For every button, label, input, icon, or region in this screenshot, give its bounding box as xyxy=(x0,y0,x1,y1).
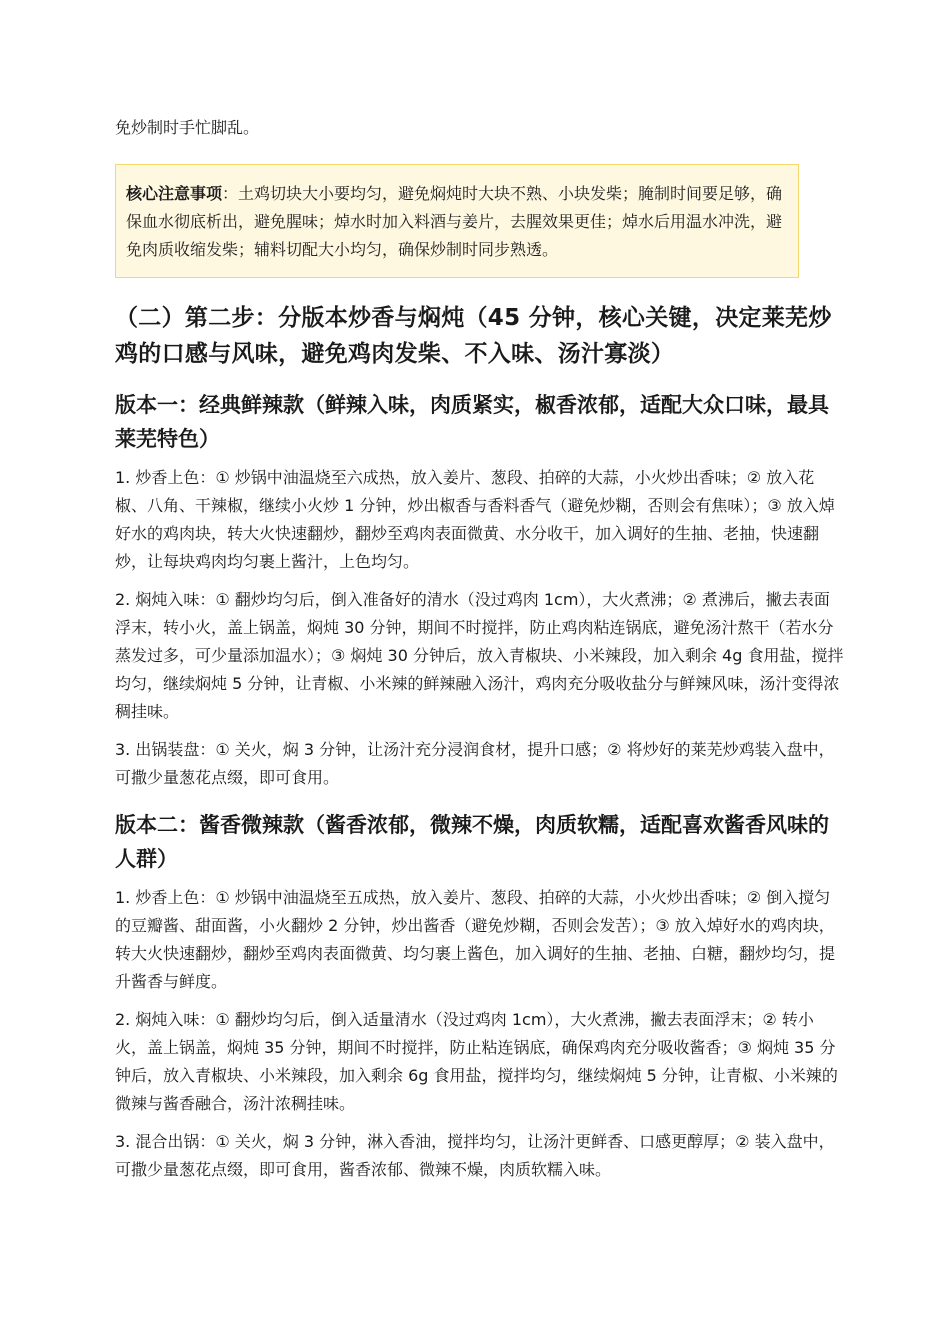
version-1-title: 版本一：经典鲜辣款（鲜辣入味，肉质紧实，椒香浓郁，适配大众口味，最具莱芜特色） xyxy=(115,393,829,451)
core-notes-text: ：土鸡切块大小要均匀，避免焖炖时大块不熟、小块发柴；腌制时间要足够，确保血水彻底析出，避免腥味；焯水时加入料酒与姜片，去腥效果更佳；焯水后用温水冲洗，避免肉质收缩发柴；辅料切配大小均匀，确保炒制时同步熟透。 xyxy=(126,184,783,259)
core-notes-box xyxy=(115,164,799,278)
section-title: （二）第二步：分版本炒香与焖炖（45 分钟，核心关键，决定莱芜炒鸡的口感与风味，避免鸡肉发柴、不入味、汤汁寡淡） xyxy=(115,305,832,367)
version-2-step-1: 1. 炒香上色：① 炒锅中油温烧至五成热，放入姜片、葱段、拍碎的大蒜，小火炒出香味；② 倒入搅匀的豆瓣酱、甜面酱，小火翻炒 2 分钟，炒出酱香（避免炒糊，否则会发苦）；③ 放入焯好水的鸡肉块，转大火快速翻炒，翻炒至鸡肉表面微黄、均匀裹上酱色，加入调好的生抽、老抽、白糖，翻炒均匀，提升酱香与鲜度。 xyxy=(115,888,836,991)
intro-text: 免炒制时手忙脚乱。 xyxy=(115,118,260,137)
version-1-step-3: 3. 出锅装盘：① 关火，焖 3 分钟，让汤汁充分浸润食材，提升口感；② 将炒好的莱芜炒鸡装入盘中，可撒少量葱花点缀，即可食用。 xyxy=(115,740,835,787)
version-1-step-2: 2. 焖炖入味：① 翻炒均匀后，倒入准备好的清水（没过鸡肉 1cm），大火煮沸；② 煮沸后，撇去表面浮末，转小火，盖上锅盖，焖炖 30 分钟，期间不时搅拌，防止鸡肉粘连锅底，避免汤汁熬干（若水分蒸发过多，可少量添加温水）；③ 焖炖 30 分钟后，放入青椒块、小米辣段，加入剩余 4g 食用盐，搅拌均匀，继续焖炖 5 分钟，让青椒、小米辣的鲜辣融入汤汁，鸡肉充分吸收盐分与鲜辣风味，汤汁变得浓稠挂味。 xyxy=(115,590,844,721)
core-notes-label: 核心注意事项 xyxy=(126,184,223,203)
version-2-step-3: 3. 混合出锅：① 关火，焖 3 分钟，淋入香油，搅拌均匀，让汤汁更鲜香、口感更醇厚；② 装入盘中，可撒少量葱花点缀，即可食用，酱香浓郁、微辣不燥，肉质软糯入味。 xyxy=(115,1132,835,1179)
version-1-step-1: 1. 炒香上色：① 炒锅中油温烧至六成热，放入姜片、葱段、拍碎的大蒜，小火炒出香味；② 放入花椒、八角、干辣椒，继续小火炒 1 分钟，炒出椒香与香料香气（避免炒糊，否则会有焦味）；③ 放入焯好水的鸡肉块，转大火快速翻炒，翻炒至鸡肉表面微黄、水分收干，加入调好的生抽、老抽，快速翻炒，让每块鸡肉均匀裹上酱汁，上色均匀。 xyxy=(115,468,835,571)
version-2-step-2: 2. 焖炖入味：① 翻炒均匀后，倒入适量清水（没过鸡肉 1cm），大火煮沸，撇去表面浮末；② 转小火，盖上锅盖，焖炖 35 分钟，期间不时搅拌，防止粘连锅底，确保鸡肉充分吸收酱香；③ 焖炖 35 分钟后，放入青椒块、小米辣段，加入剩余 6g 食用盐，搅拌均匀，继续焖炖 5 分钟，让青椒、小米辣的微辣与酱香融合，汤汁浓稠挂味。 xyxy=(115,1010,838,1113)
document-page xyxy=(115,116,845,1184)
version-2-title: 版本二：酱香微辣款（酱香浓郁，微辣不燥，肉质软糯，适配喜欢酱香风味的人群） xyxy=(115,813,829,871)
